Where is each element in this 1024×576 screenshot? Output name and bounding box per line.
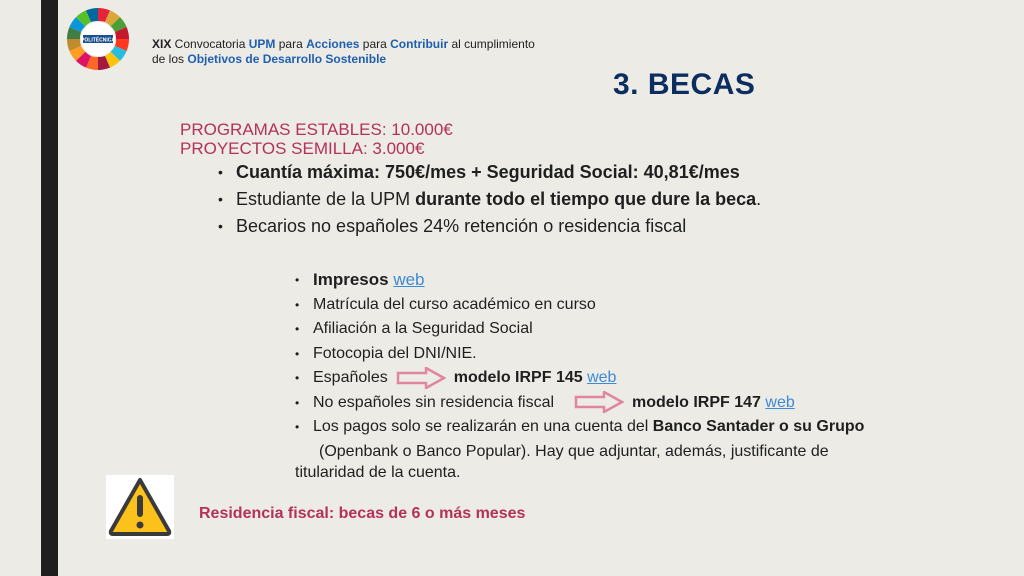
proyectos-semilla: PROYECTOS SEMILLA: 3.000€ (180, 139, 425, 158)
continuation-line-2: titularidad de la cuenta. (295, 464, 461, 481)
documents-bullet-list (295, 268, 955, 440)
header-word: para (275, 37, 307, 51)
sdg-wheel-logo (66, 7, 130, 71)
modelo-145-web-link[interactable]: web (587, 369, 617, 386)
bullet-impresos (295, 268, 955, 293)
modelo-147: modelo IRPF 147 (632, 393, 761, 411)
estudiante-text: Estudiante de la UPM (236, 189, 416, 209)
residencia-fiscal-note: Residencia fiscal: becas de 6 o más meses (199, 505, 526, 522)
cont-text-1: (Openbank o Banco Popular). Hay que adjuntar, además, justificante de (319, 443, 829, 460)
main-bullet-list (218, 159, 761, 240)
warning-icon (106, 475, 174, 539)
header-xix: XIX (152, 37, 172, 51)
programas-estables: PROGRAMAS ESTABLES: 10.000€ (180, 120, 453, 139)
header-line-2 (152, 52, 535, 67)
header-line-1 (152, 37, 535, 52)
programs-block (180, 120, 453, 158)
bullet-afiliacion: • Afiliación a la Seguridad Social (295, 317, 955, 342)
header-word: Convocatoria (171, 37, 249, 51)
modelo-147-web-link[interactable]: web (765, 393, 795, 411)
estudiante-period: . (756, 189, 762, 209)
bullet-becarios: • Becarios no españoles 24% retención o residencia fiscal (218, 213, 761, 240)
header-word: al cumplimiento (448, 37, 535, 51)
header-word: para (359, 37, 391, 51)
header-ods: Objetivos de Desarrollo Sostenible (187, 52, 387, 66)
modelo-145: modelo IRPF 145 (453, 369, 583, 386)
header-upm: UPM (248, 37, 276, 51)
bullet-espanoles (295, 366, 955, 391)
arrow-right-icon (396, 367, 446, 389)
arrow-right-icon (574, 391, 624, 413)
cuantia-text: Cuantía máxima: 750€/mes + Seguridad Social: 40,81€/mes (236, 162, 740, 182)
impresos-web-link[interactable]: web (393, 270, 425, 289)
bullet-no-espanoles (295, 391, 955, 416)
bullet-cuantia (218, 159, 761, 186)
espanoles-label: Españoles (313, 369, 388, 386)
continuation-line-1 (295, 441, 945, 462)
pagos-bold: Banco Santader o su Grupo (652, 418, 865, 435)
no-espanoles-label: No españoles sin residencia fiscal (313, 393, 555, 411)
pagos-text: Los pagos solo se realizarán en una cuenta del (313, 418, 653, 435)
bullet-pagos (295, 415, 955, 440)
left-accent-bar (41, 0, 58, 576)
header-text (152, 37, 535, 67)
logo-text: POLITÉCNICA (81, 37, 115, 44)
pagos-continuation (295, 441, 945, 483)
impresos-label: Impresos (313, 270, 389, 289)
header-word: de los (152, 52, 188, 66)
page-title: 3. BECAS (613, 68, 756, 101)
header-contribuir: Contribuir (390, 37, 449, 51)
bullet-matricula: • Matrícula del curso académico en curso (295, 293, 955, 318)
bullet-dni: • Fotocopia del DNI/NIE. (295, 342, 955, 367)
header-acciones: Acciones (306, 37, 360, 51)
estudiante-bold: durante todo el tiempo que dure la beca (415, 189, 757, 209)
bullet-estudiante (218, 186, 761, 213)
